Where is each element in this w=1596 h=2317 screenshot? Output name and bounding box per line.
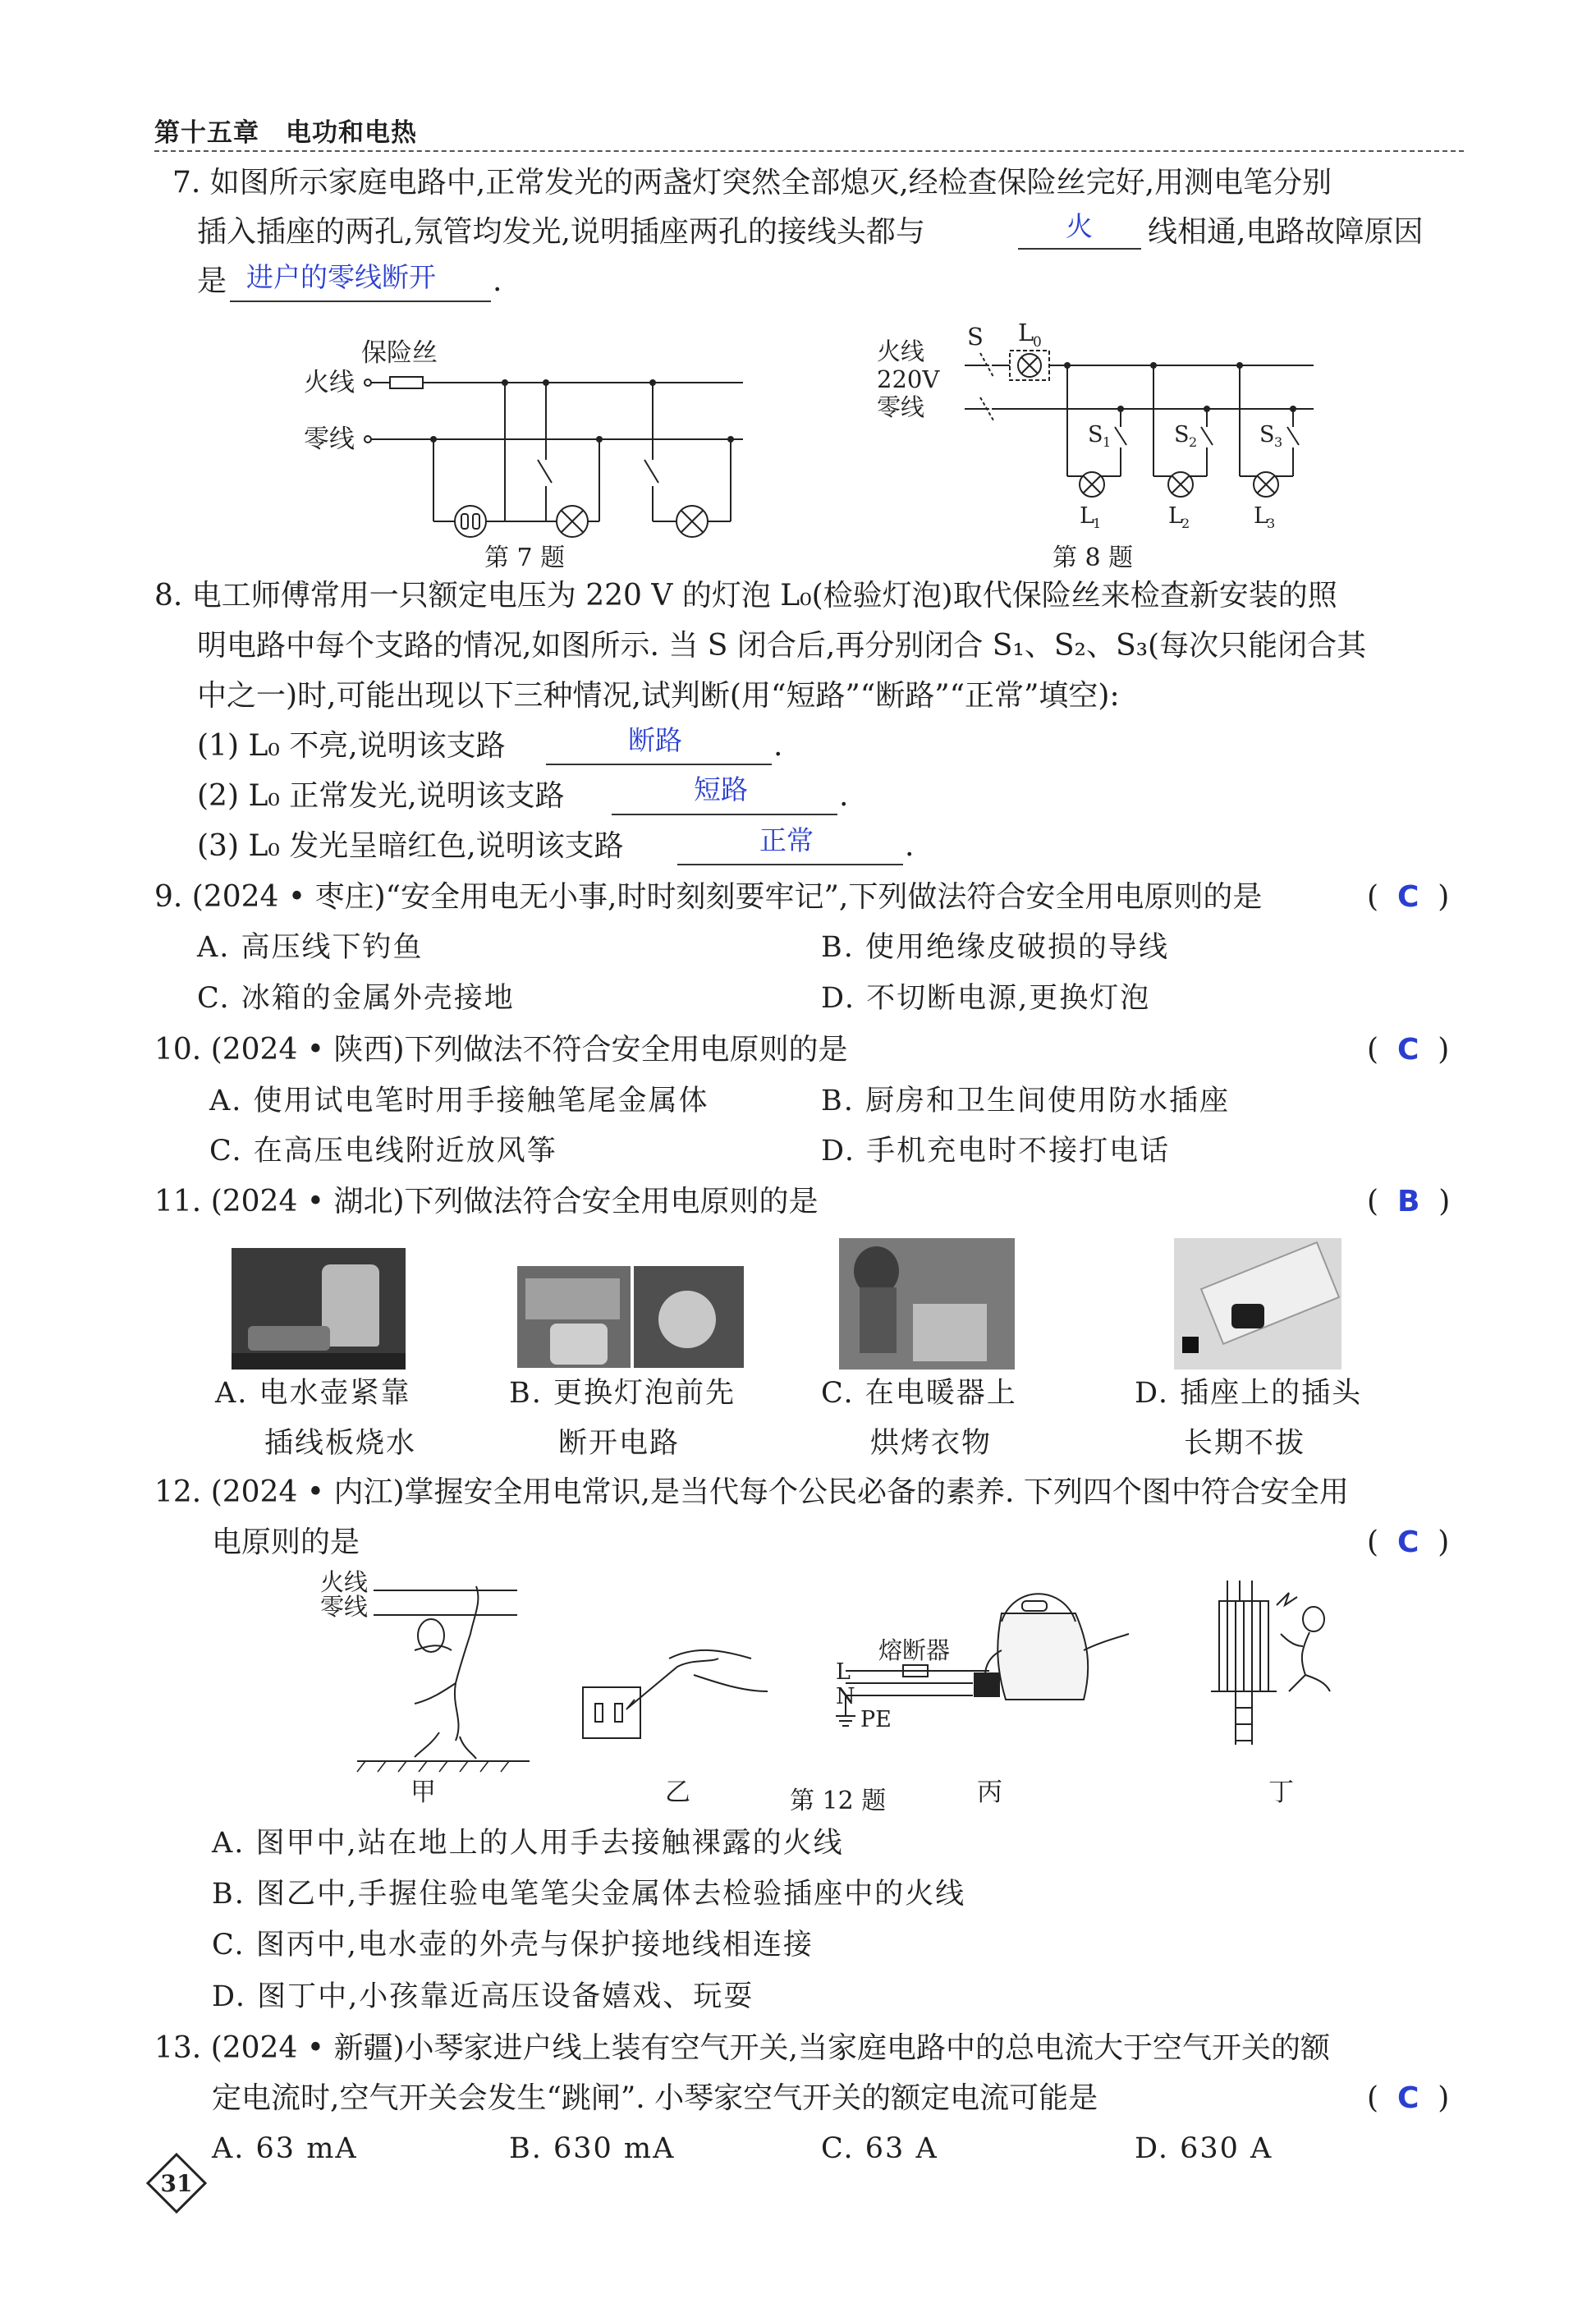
q12-answer-bracket: ( C ) bbox=[1367, 1526, 1450, 1559]
q8-label-neutral: 零线 bbox=[877, 393, 925, 421]
q12-label-L: L bbox=[836, 1659, 851, 1685]
q12-label-bing: 丙 bbox=[977, 1778, 1002, 1806]
q10-answer-bracket: ( C ) bbox=[1367, 1033, 1450, 1067]
q13-line2: 定电流时,空气开关会发生“跳闸”. 小琴家空气开关的额定电流可能是 bbox=[212, 2081, 1098, 2115]
q11-option-d-line2: 长期不拔 bbox=[1184, 1427, 1306, 1460]
q12-option-b: B. 图乙中,手握住验电笔笔尖金属体去检验插座中的火线 bbox=[212, 1878, 966, 1911]
q8-label-S3-sub: 3 bbox=[1274, 434, 1283, 450]
q8-label-S1: S bbox=[1088, 422, 1103, 447]
q11-option-c-line1: C. 在电暖器上 bbox=[821, 1377, 1017, 1410]
q9-option-d: D. 不切断电源,更换灯泡 bbox=[821, 982, 1151, 1015]
q8-label-S2: S bbox=[1174, 422, 1190, 447]
q7-period: . bbox=[493, 264, 502, 298]
q12-option-d: D. 图丁中,小孩靠近高压设备嬉戏、玩耍 bbox=[212, 1980, 754, 2013]
q8-blank3 bbox=[677, 864, 903, 865]
q12-label-ding: 丁 bbox=[1268, 1778, 1294, 1806]
q7-line2a: 插入插座的两孔,氖管均发光,说明插座两孔的接线头都与 bbox=[197, 215, 925, 249]
q13-line1: 13. (2024 • 新疆)小琴家进户线上装有空气开关,当家庭电路中的总电流大于空气开关的额 bbox=[154, 2031, 1330, 2065]
q12-line1: 12. (2024 • 内江)掌握安全用电常识,是当代每个公民必备的素养. 下列四个图中符合安全用 bbox=[154, 1475, 1349, 1509]
q7-label-neutral: 零线 bbox=[304, 424, 355, 454]
q12-label-neutral: 零线 bbox=[320, 1593, 369, 1621]
q12-option-a: A. 图甲中,站在地上的人用手去接触裸露的火线 bbox=[212, 1827, 844, 1860]
q8-sub3: (3) L₀ 发光呈暗红色,说明该支路 bbox=[197, 829, 624, 863]
q8-label-S2-sub: 2 bbox=[1189, 434, 1198, 450]
q12-caption: 第 12 题 bbox=[790, 1787, 887, 1815]
q9-option-a: A. 高压线下钓鱼 bbox=[197, 931, 424, 964]
q12-figure bbox=[308, 1568, 1383, 1806]
q7-circuit-diagram bbox=[296, 337, 755, 542]
header-divider bbox=[154, 150, 1464, 152]
q12-label-fuse: 熔断器 bbox=[878, 1636, 951, 1664]
page-number-badge bbox=[146, 2153, 207, 2214]
q11-photo-heater bbox=[839, 1238, 1015, 1370]
q13-answer-bracket: ( C ) bbox=[1367, 2081, 1450, 2115]
q10-option-c: C. 在高压电线附近放风筝 bbox=[209, 1135, 557, 1168]
q8-label-voltage: 220V bbox=[877, 365, 940, 393]
q8-line2: 明电路中每个支路的情况,如图所示. 当 S 闭合后,再分别闭合 S₁、S₂、S₃(每次只能闭合其 bbox=[197, 629, 1367, 663]
q7-blank1 bbox=[1018, 248, 1141, 250]
q8-label-L3-sub: 3 bbox=[1267, 516, 1276, 531]
q8-label-L1: L bbox=[1080, 503, 1094, 529]
q7-line3: 是 bbox=[197, 264, 227, 298]
q10-stem: 10. (2024 • 陕西)下列做法不符合安全用电原则的是 bbox=[154, 1033, 848, 1067]
q8-caption: 第 8 题 bbox=[1053, 544, 1134, 572]
q12-line2: 电原则的是 bbox=[212, 1526, 360, 1559]
q8-answer1: 断路 bbox=[628, 724, 682, 756]
page-number: 31 bbox=[160, 2170, 193, 2197]
q8-sub2-period: . bbox=[839, 779, 849, 813]
q8-circuit-diagram bbox=[870, 312, 1330, 542]
q10-answer: C bbox=[1396, 1033, 1419, 1067]
q8-answer2: 短路 bbox=[694, 773, 748, 805]
q7-answer2: 进户的零线断开 bbox=[246, 261, 436, 293]
q8-label-L3: L bbox=[1254, 503, 1268, 529]
q7-line1: 7. 如图所示家庭电路中,正常发光的两盏灯突然全部熄灭,经检查保险丝完好,用测电笔分别 bbox=[172, 166, 1332, 200]
q8-label-L1-sub: 1 bbox=[1093, 516, 1102, 531]
q11-answer-bracket: ( B ) bbox=[1367, 1185, 1451, 1218]
q8-label-S1-sub: 1 bbox=[1103, 434, 1112, 450]
q10-option-b: B. 厨房和卫生间使用防水插座 bbox=[821, 1085, 1230, 1117]
q12-label-N: N bbox=[836, 1684, 855, 1709]
q11-stem: 11. (2024 • 湖北)下列做法符合安全用电原则的是 bbox=[154, 1185, 819, 1218]
q12-answer: C bbox=[1396, 1526, 1419, 1559]
q11-option-d-line1: D. 插座上的插头 bbox=[1135, 1377, 1363, 1410]
q7-answer1: 火 bbox=[1066, 210, 1093, 242]
q7-blank2 bbox=[230, 301, 491, 302]
q9-option-b: B. 使用绝缘皮破损的导线 bbox=[821, 931, 1169, 964]
q12-label-PE: PE bbox=[860, 1707, 892, 1732]
q7-label-fuse: 保险丝 bbox=[361, 338, 438, 368]
q7-line2b: 线相通,电路故障原因 bbox=[1148, 215, 1424, 249]
q12-label-jia: 甲 bbox=[410, 1778, 436, 1806]
q7-caption: 第 7 题 bbox=[484, 544, 566, 572]
q11-option-b-line1: B. 更换灯泡前先 bbox=[509, 1377, 736, 1410]
q8-sub1-period: . bbox=[773, 729, 783, 763]
q11-option-b-line2: 断开电路 bbox=[558, 1427, 681, 1460]
q11-option-c-line2: 烘烤衣物 bbox=[870, 1427, 993, 1460]
q10-option-a: A. 使用试电笔时用手接触笔尾金属体 bbox=[209, 1085, 709, 1117]
q7-label-live: 火线 bbox=[304, 368, 355, 397]
q8-blank2 bbox=[612, 814, 837, 815]
q9-answer-bracket: ( C ) bbox=[1367, 880, 1450, 914]
q13-option-b: B. 630 mA bbox=[509, 2132, 676, 2165]
q11-photo-bulb bbox=[634, 1266, 744, 1368]
q12-option-c: C. 图丙中,电水壶的外壳与保护接地线相连接 bbox=[212, 1929, 814, 1961]
q9-stem: 9. (2024 • 枣庄)“安全用电无小事,时时刻刻要牢记”,下列做法符合安全用电原则的是 bbox=[154, 880, 1263, 914]
q13-answer: C bbox=[1396, 2081, 1419, 2115]
q10-option-d: D. 手机充电时不接打电话 bbox=[821, 1135, 1171, 1168]
q8-label-S3: S bbox=[1259, 422, 1275, 447]
q13-option-c: C. 63 A bbox=[821, 2132, 938, 2165]
q11-photo-plug bbox=[1174, 1238, 1341, 1370]
q9-option-c: C. 冰箱的金属外壳接地 bbox=[197, 982, 515, 1015]
q8-label-L2: L bbox=[1168, 503, 1183, 529]
q11-option-a-line2: 插线板烧水 bbox=[264, 1427, 417, 1460]
q11-option-a-line1: A. 电水壶紧靠 bbox=[215, 1377, 411, 1410]
q8-answer3: 正常 bbox=[759, 824, 814, 856]
q11-answer: B bbox=[1396, 1185, 1420, 1218]
q11-photo-kettle bbox=[232, 1248, 406, 1370]
q12-label-yi: 乙 bbox=[665, 1778, 690, 1806]
q8-label-S: S bbox=[967, 323, 984, 351]
q8-sub1: (1) L₀ 不亮,说明该支路 bbox=[197, 729, 506, 763]
q8-label-L0: L bbox=[1018, 319, 1034, 346]
q13-option-d: D. 630 A bbox=[1135, 2132, 1273, 2165]
q8-line1: 8. 电工师傅常用一只额定电压为 220 V 的灯泡 L₀(检验灯泡)取代保险丝来检查新安装的照 bbox=[154, 579, 1337, 613]
q8-line3: 中之一)时,可能出现以下三种情况,试判断(用“短路”“断路”“正常”填空): bbox=[197, 679, 1120, 713]
q8-sub2: (2) L₀ 正常发光,说明该支路 bbox=[197, 779, 565, 813]
q11-photo-switch bbox=[517, 1266, 631, 1368]
q13-option-a: A. 63 mA bbox=[212, 2132, 358, 2165]
q8-label-L0-sub: 0 bbox=[1033, 334, 1042, 351]
q8-label-L2-sub: 2 bbox=[1181, 516, 1190, 531]
chapter-header: 第十五章 电功和电热 bbox=[154, 118, 417, 148]
q8-sub3-period: . bbox=[905, 829, 915, 863]
q12-label-live: 火线 bbox=[320, 1568, 369, 1596]
q8-blank1 bbox=[546, 764, 772, 765]
q8-label-live: 火线 bbox=[877, 337, 925, 365]
q9-answer: C bbox=[1396, 880, 1419, 914]
